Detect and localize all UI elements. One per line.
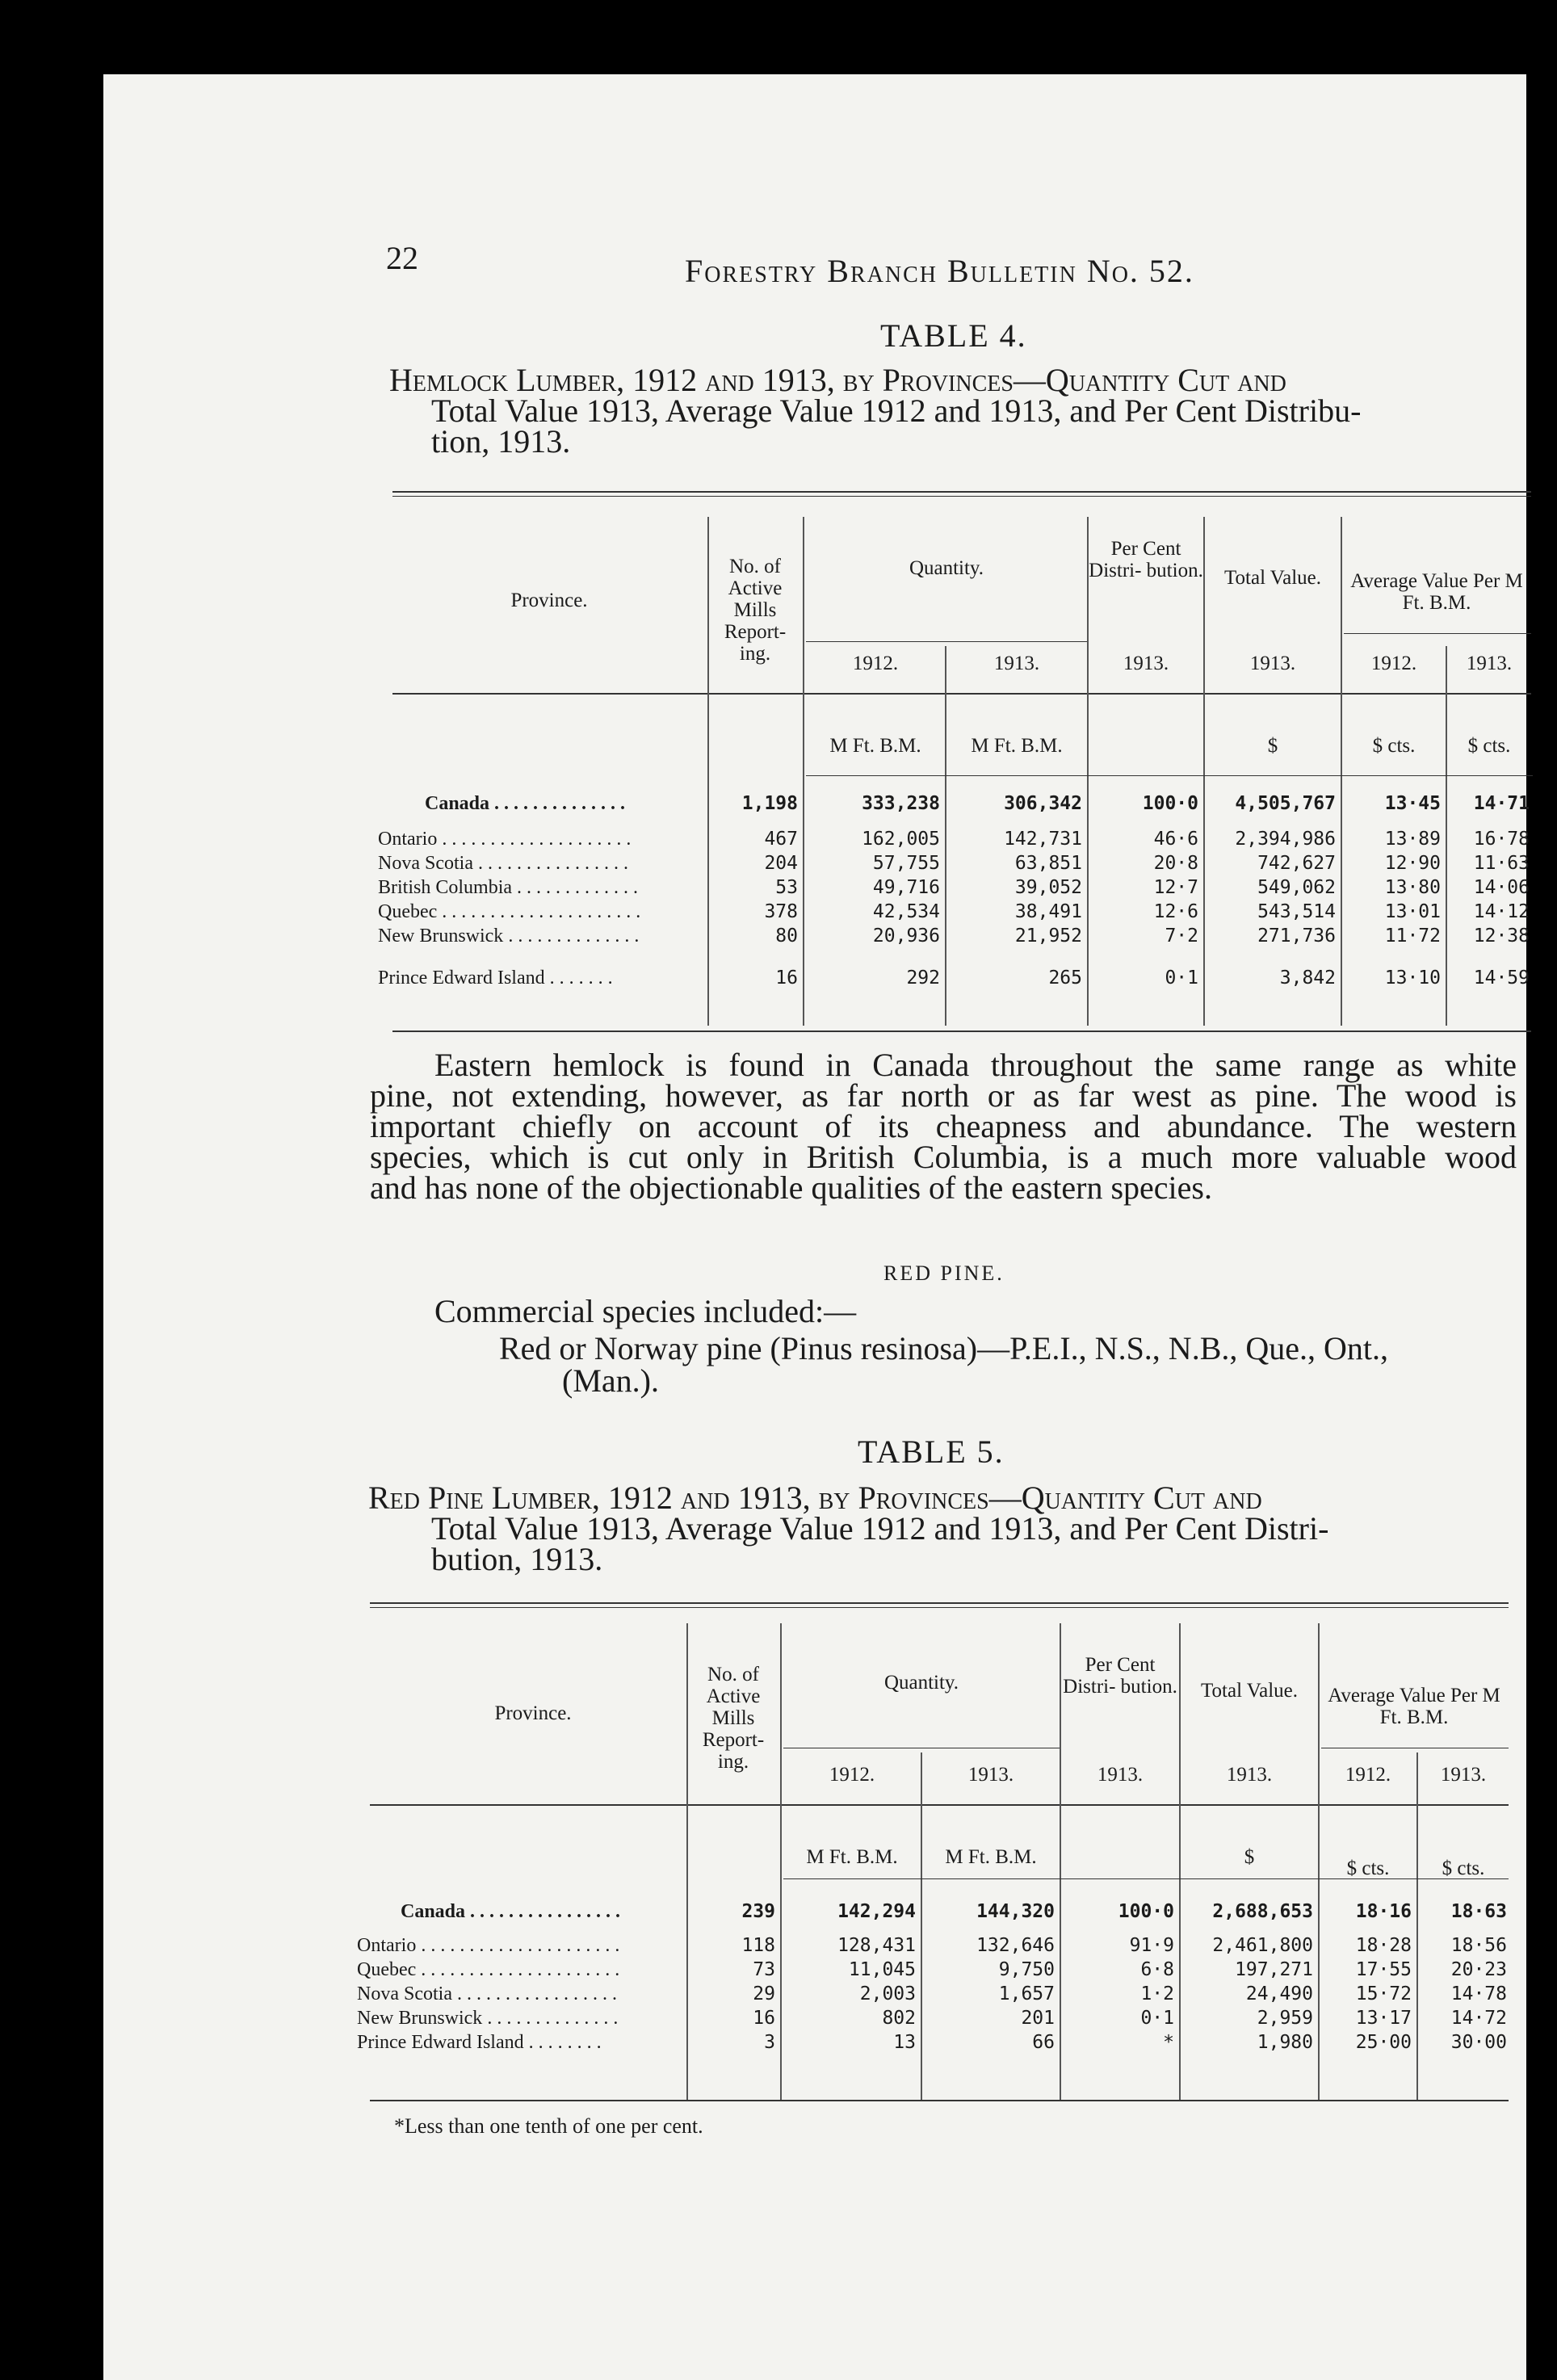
table-row: Prince Edward Island . . . . . . . 16 292 265 0·1 3,842 13·10 14·59 [373,966,1534,990]
table5-header-pc-1913: 1913. [1097,1764,1144,1786]
cell-q1912: 49,716 [872,877,940,898]
paragraph-line: pine, not extending, however, as far north or as far west as pine. The wood is [370,1077,1517,1114]
caption-line: Total Value 1913, Average Value 1912 and 1913, and Per Cent Distribu- [431,392,1362,429]
cell-mills: 16 [775,968,798,989]
table5-unit-q1912: M Ft. B.M. [806,1846,898,1868]
cell-mills: 80 [775,926,798,947]
cell-av1913: 14·71 [1473,793,1530,814]
cell-q1912: 802 [882,2008,916,2029]
table4-header-pc-1913: 1913. [1123,653,1169,674]
cell-av1913: 11·63 [1473,853,1530,874]
province-name: Canada [425,793,490,814]
cell-av1913: 14·59 [1473,968,1530,989]
table5-header-average-value: Average Value Per M Ft. B.M. [1328,1685,1500,1728]
province-name: Ontario [357,1935,417,1956]
table5-header-tv-1913: 1913. [1226,1764,1273,1786]
cell-mills: 16 [753,2008,775,2029]
cell-av1913: 12·38 [1473,926,1530,947]
cell-av1912: 15·72 [1355,1983,1412,2004]
cell-av1913: 14·78 [1450,1983,1507,2004]
table-row: New Brunswick . . . . . . . . . . . . . . 80 20,936 21,952 7·2 271,736 11·72 12·38 [373,924,1534,948]
province-name: New Brunswick [378,926,504,947]
cell-av1912: 13·45 [1384,793,1441,814]
cell-q1912: 142,294 [837,1901,916,1922]
cell-q1913: 265 [1048,968,1082,989]
table-row-canada: Canada . . . . . . . . . . . . . . . . 239 142,294 144,320 100·0 2,688,653 18·16 18·63 [352,1899,1512,1924]
table-row: Quebec . . . . . . . . . . . . . . . . . . . . . 73 11,045 9,750 6·8 197,271 17·55 20·23 [352,1958,1512,1982]
table5-header-av-1913: 1913. [1440,1764,1487,1786]
cell-q1913: 142,731 [1004,829,1082,850]
cell-mills: 73 [753,1959,775,1980]
cell-tv: 2,959 [1257,2008,1313,2029]
hemlock-paragraph [370,1047,1517,1206]
caption-line: Red Pine Lumber, 1912 and 1913, by Provinces—Quantity Cut and [368,1480,1262,1516]
table4-subrule [806,641,1087,642]
cell-q1913: 132,646 [976,1935,1055,1956]
cell-q1913: 306,342 [1004,793,1082,814]
table4-subrule [1344,633,1531,634]
red-pine-species: Red or Norway pine (Pinus resinosa)—P.E.I., N.S., N.B., Que., Ont., [499,1330,1389,1366]
caption-line: Hemlock Lumber, 1912 and 1913, by Provinces—Quantity Cut and [389,362,1286,398]
cell-mills: 378 [764,901,798,922]
paragraph-line: important chiefly on account of its cheapness and abundance. The western [370,1108,1517,1144]
table4-header-total-value: Total Value. [1224,567,1321,589]
cell-q1912: 2,003 [859,1983,916,2004]
table5-header-quantity: Quantity. [883,1672,959,1694]
cell-mills: 118 [741,1935,775,1956]
table4-top-rule [392,491,1531,493]
table4-caption [389,362,1520,460]
table-row: British Columbia . . . . . . . . . . . . . 53 49,716 39,052 12·7 549,062 13·80 14·06 [373,875,1534,900]
cell-q1913: 144,320 [976,1901,1055,1922]
cell-q1912: 128,431 [837,1935,916,1956]
province-name: Prince Edward Island [378,968,545,989]
cell-mills: 3 [764,2032,775,2053]
table5-caption [368,1480,1515,1577]
table5-header-total-value: Total Value. [1201,1680,1298,1702]
cell-q1912: 42,534 [872,901,940,922]
caption-line: bution, 1913. [431,1541,603,1577]
cell-av1912: 18·28 [1355,1935,1412,1956]
cell-mills: 29 [753,1983,775,2004]
paragraph-line: and has none of the objectionable qualities of the eastern species. [370,1169,1212,1206]
commercial-species-label: Commercial species included:— [434,1293,857,1329]
table5-footnote: *Less than one tenth of one per cent. [394,2114,703,2138]
table-row: Nova Scotia . . . . . . . . . . . . . . . . . 29 2,003 1,657 1·2 24,490 15·72 14·78 [352,1982,1512,2006]
province-name: Quebec [378,901,438,922]
table5-data [352,1899,1512,2055]
table-row-canada: Canada . . . . . . . . . . . . . . 1,198 333,238 306,342 100·0 4,505,767 13·45 14·71 [373,791,1534,816]
red-pine-heading: RED PINE. [883,1261,1005,1285]
cell-av1912: 18·16 [1355,1901,1412,1922]
table4-units-rule [806,775,1533,776]
cell-q1912: 57,755 [872,853,940,874]
cell-tv: 4,505,767 [1235,793,1336,814]
table4-bottom-rule [392,1030,1531,1032]
table-row: New Brunswick . . . . . . . . . . . . . . 16 802 201 0·1 2,959 13·17 14·72 [352,2006,1512,2030]
table4-top-rule-2 [392,496,1531,497]
cell-tv: 549,062 [1257,877,1336,898]
cell-tv: 2,461,800 [1212,1935,1313,1956]
cell-pc: 0·1 [1165,968,1198,989]
table4-data [373,791,1534,990]
cell-tv: 1,980 [1257,2032,1313,2053]
cell-av1912: 13·01 [1384,901,1441,922]
page-number: 22 [386,240,418,276]
cell-pc: 12·7 [1153,877,1198,898]
cell-av1913: 14·12 [1473,901,1530,922]
table4-unit-av1912: $ cts. [1372,735,1416,757]
cell-pc: 91·9 [1129,1935,1174,1956]
table5-header-av-1912: 1912. [1345,1764,1391,1786]
table5-unit-tv: $ [1244,1846,1255,1868]
cell-av1912: 13·17 [1355,2008,1412,2029]
table4-header-quantity: Quantity. [909,557,984,579]
cell-q1913: 63,851 [1014,853,1082,874]
table-row: Prince Edward Island . . . . . . . . 3 13 66 * 1,980 25·00 30·00 [352,2030,1512,2055]
cell-tv: 543,514 [1257,901,1336,922]
cell-av1912: 17·55 [1355,1959,1412,1980]
cell-q1913: 38,491 [1014,901,1082,922]
cell-mills: 1,198 [741,793,798,814]
table5-bottom-rule [370,2100,1509,2101]
province-name: Canada [401,1901,466,1922]
cell-pc: 6·8 [1140,1959,1174,1980]
table5-unit-q1913: M Ft. B.M. [945,1846,1037,1868]
table4-title: TABLE 4. [880,317,1027,354]
cell-pc: 46·6 [1153,829,1198,850]
cell-q1913: 66 [1032,2032,1055,2053]
province-name: Prince Edward Island [357,2032,524,2053]
table4-header-rule [392,693,1531,695]
cell-av1913: 14·72 [1450,2008,1507,2029]
table4-unit-tv: $ [1267,735,1278,757]
cell-q1912: 13 [893,2032,916,2053]
cell-q1913: 39,052 [1014,877,1082,898]
cell-q1913: 1,657 [998,1983,1055,2004]
table4-header-1912: 1912. [852,653,899,674]
table5-top-rule [370,1602,1509,1604]
cell-pc: 20·8 [1153,853,1198,874]
cell-av1912: 11·72 [1384,926,1441,947]
table4-unit-q1913: M Ft. B.M. [971,735,1063,757]
table4-header-tv-1913: 1913. [1249,653,1296,674]
cell-q1912: 333,238 [862,793,940,814]
table4-header-mills: No. of Active Mills Report- ing. [724,556,787,665]
province-name: British Columbia [378,877,513,898]
cell-pc: 12·6 [1153,901,1198,922]
cell-mills: 204 [764,853,798,874]
cell-av1913: 16·78 [1473,829,1530,850]
province-name: Nova Scotia [378,853,473,874]
cell-tv: 2,394,986 [1235,829,1336,850]
table5-unit-av1912: $ cts. [1346,1857,1390,1879]
table5-header-rule [370,1804,1509,1806]
cell-av1912: 13·89 [1384,829,1441,850]
table4-header-province: Province. [510,590,588,611]
cell-pc: 100·0 [1118,1901,1174,1922]
table4-header-av-1913: 1913. [1466,653,1513,674]
cell-mills: 239 [741,1901,775,1922]
table5-header-percent: Per Cent Distri- bution. [1063,1654,1177,1698]
cell-av1912: 12·90 [1384,853,1441,874]
province-name: Quebec [357,1959,417,1980]
table-row: Quebec . . . . . . . . . . . . . . . . . . . . . 378 42,534 38,491 12·6 543,514 13·01 14·12 [373,900,1534,924]
running-title: Forestry Branch Bulletin No. 52. [685,253,1194,289]
table5-header-1912: 1912. [829,1764,875,1786]
cell-tv: 2,688,653 [1212,1901,1313,1922]
table-row: Nova Scotia . . . . . . . . . . . . . . . . 204 57,755 63,851 20·8 742,627 12·90 11·63 [373,851,1534,875]
cell-pc: 7·2 [1165,926,1198,947]
table4-unit-q1912: M Ft. B.M. [829,735,921,757]
cell-av1913: 18·63 [1450,1901,1507,1922]
cell-mills: 53 [775,877,798,898]
cell-tv: 197,271 [1235,1959,1313,1980]
table-row: Ontario . . . . . . . . . . . . . . . . . . . . 467 162,005 142,731 46·6 2,394,986 13·89 16·78 [373,827,1534,851]
cell-mills: 467 [764,829,798,850]
table4-header-average-value: Average Value Per M Ft. B.M. [1350,570,1523,614]
cell-q1913: 201 [1021,2008,1055,2029]
cell-q1912: 11,045 [848,1959,916,1980]
red-pine-species-cont: (Man.). [562,1362,659,1399]
cell-av1913: 14·06 [1473,877,1530,898]
cell-av1912: 13·10 [1384,968,1441,989]
cell-tv: 3,842 [1279,968,1336,989]
cell-pc: 0·1 [1140,2008,1174,2029]
caption-line: tion, 1913. [431,423,571,460]
cell-tv: 24,490 [1245,1983,1313,2004]
table5-top-rule-2 [370,1607,1509,1608]
paragraph-line: species, which is cut only in British Columbia, is a much more valuable wood [370,1139,1517,1175]
cell-pc: 100·0 [1142,793,1198,814]
cell-av1912: 13·80 [1384,877,1441,898]
cell-q1912: 292 [906,968,940,989]
caption-line: Total Value 1913, Average Value 1912 and 1913, and Per Cent Distri- [431,1510,1329,1547]
table4-unit-av1913: $ cts. [1467,735,1511,757]
province-name: Ontario [378,829,438,850]
table4-header-av-1912: 1912. [1370,653,1417,674]
paragraph-line: Eastern hemlock is found in Canada throughout the same range as white [434,1047,1517,1083]
cell-q1913: 21,952 [1014,926,1082,947]
cell-pc: 1·2 [1140,1983,1174,2004]
cell-q1913: 9,750 [998,1959,1055,1980]
province-name: New Brunswick [357,2008,483,2029]
cell-av1913: 18·56 [1450,1935,1507,1956]
cell-tv: 271,736 [1257,926,1336,947]
cell-pc: * [1163,2032,1174,2053]
cell-av1913: 20·23 [1450,1959,1507,1980]
table-row: Ontario . . . . . . . . . . . . . . . . . . . . . 118 128,431 132,646 91·9 2,461,800 18·28 18·56 [352,1933,1512,1958]
cell-av1912: 25·00 [1355,2032,1412,2053]
table5-unit-av1913: $ cts. [1442,1857,1485,1879]
table5-header-province: Province. [494,1702,572,1724]
cell-q1912: 20,936 [872,926,940,947]
table4-header-percent: Per Cent Distri- bution. [1089,538,1203,581]
table4-header-1913: 1913. [993,653,1040,674]
province-name: Nova Scotia [357,1983,452,2004]
table5-header-mills: No. of Active Mills Report- ing. [702,1664,765,1773]
cell-q1912: 162,005 [862,829,940,850]
cell-av1913: 30·00 [1450,2032,1507,2053]
table5-title: TABLE 5. [858,1433,1005,1470]
cell-tv: 742,627 [1257,853,1336,874]
table5-header-1913: 1913. [967,1764,1014,1786]
